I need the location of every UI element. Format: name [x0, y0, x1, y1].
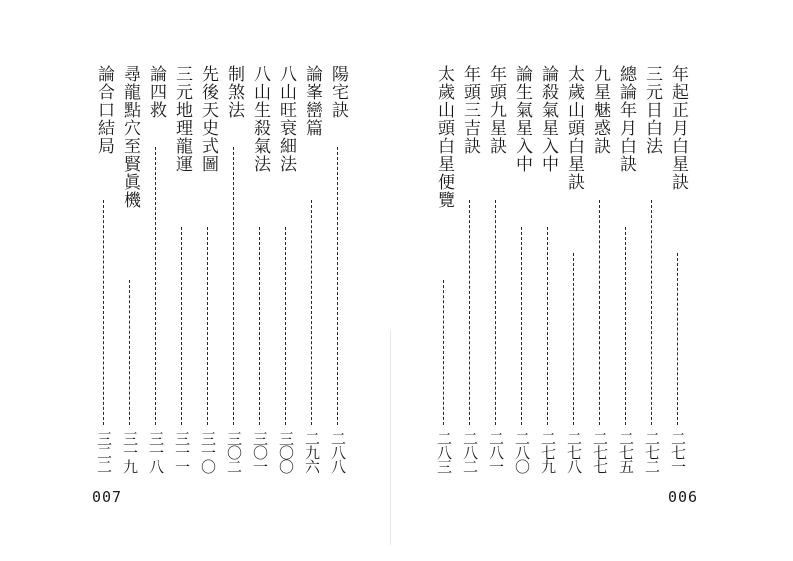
toc-entry-title: 論峯巒篇 — [302, 65, 322, 137]
toc-entry-page: 二七八 — [565, 431, 583, 473]
dotted-leader — [677, 253, 678, 425]
dotted-leader — [285, 227, 286, 425]
toc-entry — [117, 65, 143, 485]
toc-entry-page: 二八一 — [487, 431, 505, 473]
page-number-left: 007 — [92, 488, 123, 506]
dotted-leader — [259, 227, 260, 425]
toc-entry-page: 二七一 — [669, 431, 687, 473]
toc-entry-title: 年頭九星訣 — [486, 65, 506, 155]
toc-entry-title: 論生氣星入中 — [512, 65, 532, 173]
page-number-right: 006 — [668, 488, 699, 506]
toc-entry-page: 三一八 — [147, 431, 165, 473]
dotted-leader — [337, 147, 338, 425]
toc-entry-page: 三一九 — [121, 431, 139, 473]
toc-entry-title: 太歲山頭白星便覽 — [434, 65, 454, 209]
toc-entry — [639, 65, 665, 485]
toc-entry — [431, 65, 457, 485]
toc-entry-page: 三〇〇 — [277, 431, 295, 473]
toc-entry — [665, 65, 691, 485]
toc-entry-title: 先後天史式圖 — [198, 65, 218, 173]
dotted-leader — [443, 280, 444, 425]
dotted-leader — [651, 200, 652, 425]
toc-entry-page: 二七九 — [539, 431, 557, 473]
dotted-leader — [129, 280, 130, 425]
toc-entry-page: 三一〇 — [199, 431, 217, 473]
toc-entry-title: 陽宅訣 — [328, 65, 348, 119]
dotted-leader — [469, 200, 470, 425]
toc-entry-page: 二八三 — [435, 431, 453, 473]
toc-entry-page: 三二二 — [95, 431, 113, 473]
dotted-leader — [573, 253, 574, 425]
toc-entry-title: 年頭三吉訣 — [460, 65, 480, 155]
toc-entry-title: 論合口結局 — [94, 65, 114, 155]
toc-entry-title: 制煞法 — [224, 65, 244, 119]
dotted-leader — [521, 227, 522, 425]
dotted-leader — [311, 200, 312, 425]
toc-entry-title: 三元日白法 — [642, 65, 662, 155]
toc-entry-title: 尋龍點穴至賢眞機 — [120, 65, 140, 209]
toc-entry — [195, 65, 221, 485]
toc-entry-page: 三〇二 — [225, 431, 243, 473]
toc-entry-page: 三一一 — [173, 431, 191, 473]
dotted-leader — [547, 227, 548, 425]
toc-entry-page: 二八二 — [461, 431, 479, 473]
toc-entry — [247, 65, 273, 485]
toc-entry-title: 九星魅惑訣 — [590, 65, 610, 155]
toc-entry-title: 論四救 — [146, 65, 166, 119]
toc-entry — [273, 65, 299, 485]
toc-entry — [143, 65, 169, 485]
toc-entry — [509, 65, 535, 485]
dotted-leader — [495, 200, 496, 425]
toc-entry-page: 二七七 — [591, 431, 609, 473]
dotted-leader — [103, 200, 104, 425]
toc-entry-title: 論殺氣星入中 — [538, 65, 558, 173]
toc-entry — [325, 65, 351, 485]
toc-entry — [221, 65, 247, 485]
toc-entry-title: 年起正月白星訣 — [668, 65, 688, 191]
dotted-leader — [233, 147, 234, 425]
toc-entry — [457, 65, 483, 485]
toc-entry — [483, 65, 509, 485]
dotted-leader — [625, 227, 626, 425]
dotted-leader — [207, 227, 208, 425]
toc-entry-page: 二七二 — [643, 431, 661, 473]
toc-entry-title: 總論年月白訣 — [616, 65, 636, 173]
dotted-leader — [599, 200, 600, 425]
toc-entry-page: 二八〇 — [513, 431, 531, 473]
toc-entry — [535, 65, 561, 485]
toc-entry-title: 太歲山頭白星訣 — [564, 65, 584, 191]
toc-entry-page: 二七五 — [617, 431, 635, 473]
toc-entry-page: 二九六 — [303, 431, 321, 473]
toc-entry — [613, 65, 639, 485]
book-gutter — [390, 330, 391, 545]
toc-entry — [561, 65, 587, 485]
toc-entry-title: 三元地理龍運 — [172, 65, 192, 173]
toc-entry — [299, 65, 325, 485]
toc-entry-page: 二八八 — [329, 431, 347, 473]
toc-entry — [91, 65, 117, 485]
toc-entry-title: 八山生殺氣法 — [250, 65, 270, 173]
toc-entry-page: 三〇一 — [251, 431, 269, 473]
toc-entry — [587, 65, 613, 485]
dotted-leader — [181, 227, 182, 425]
toc-entry — [169, 65, 195, 485]
dotted-leader — [155, 147, 156, 425]
toc-entry-title: 八山旺衰細法 — [276, 65, 296, 173]
